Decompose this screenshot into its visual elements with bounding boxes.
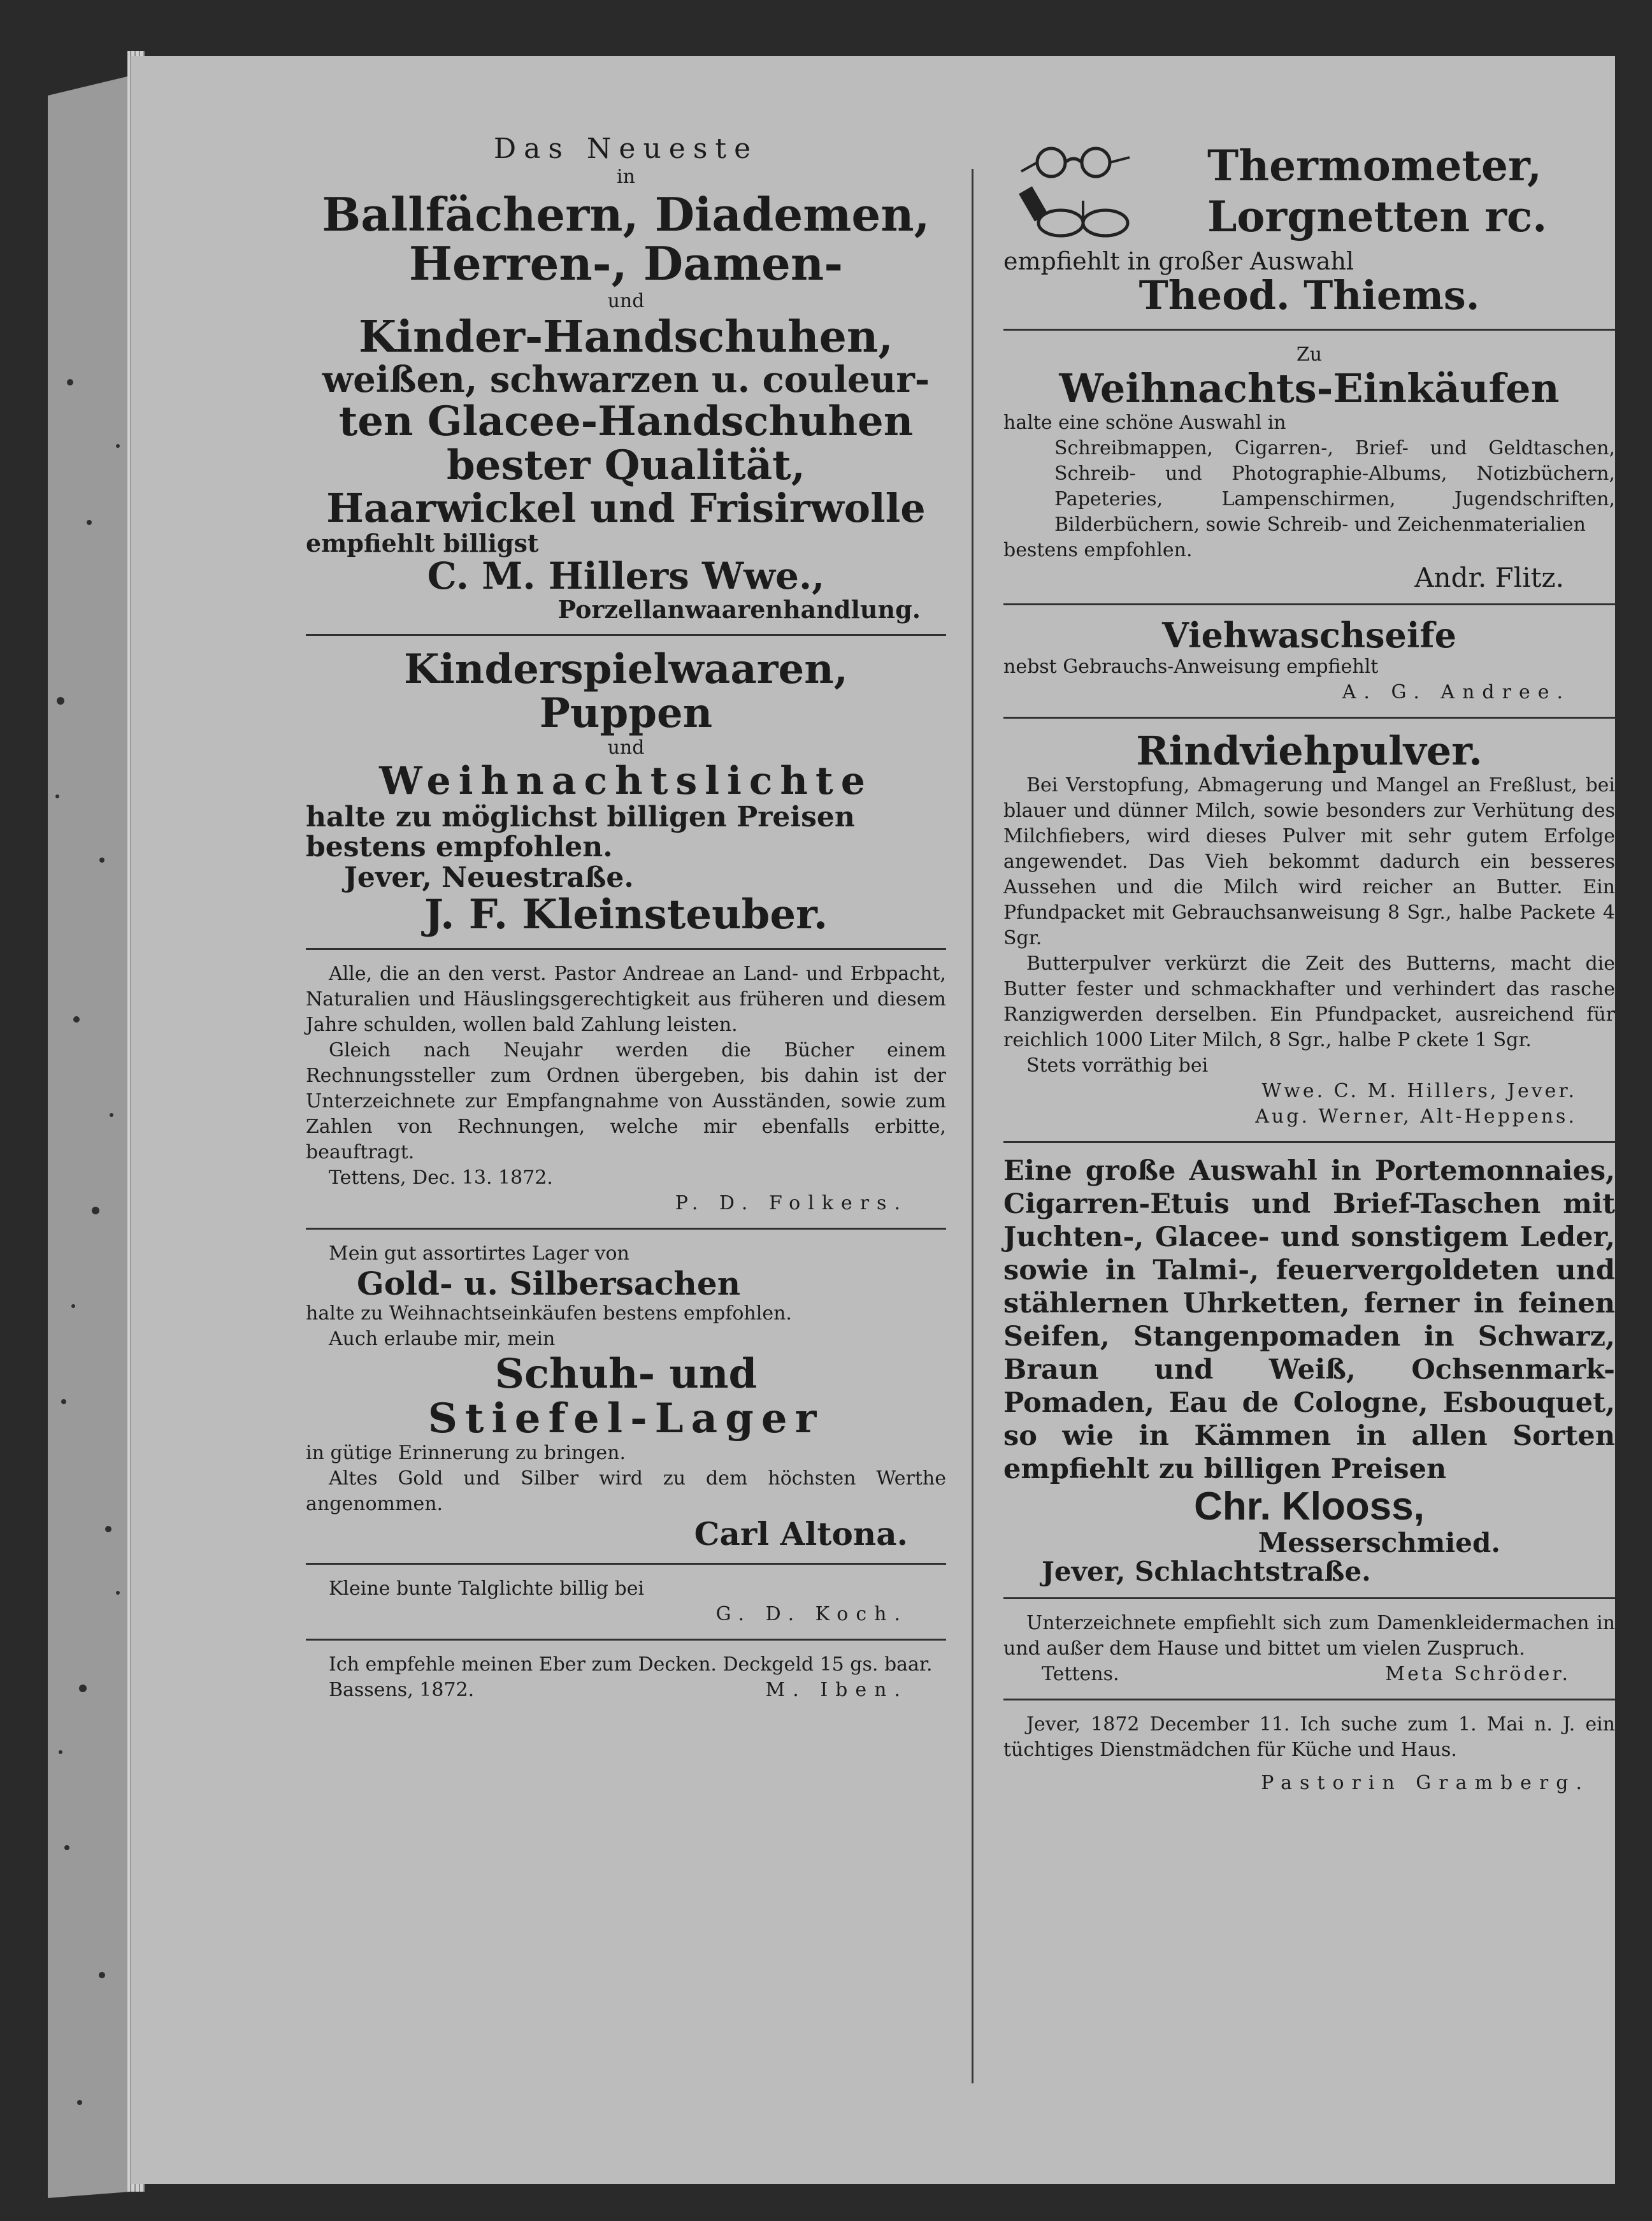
ad-line: Kleine bunte Talglichte billig bei	[329, 1577, 645, 1600]
ad-separator	[306, 948, 946, 950]
ad-separator	[1003, 717, 1615, 719]
ad-signature: G. D. Koch.	[715, 1602, 908, 1625]
ad-footer	[306, 1678, 946, 1703]
ad-separator	[306, 1228, 946, 1230]
ad-headline: bester Qualität,	[446, 442, 806, 490]
ad-signature: Chr. Klooss,	[1194, 1484, 1425, 1528]
ad-line: in gütige Erinnerung zu bringen.	[306, 1441, 626, 1464]
ad-headline: Schuh- und	[494, 1350, 758, 1398]
ad-signature: Carl Altona.	[694, 1514, 908, 1553]
ad-separator	[1003, 1597, 1615, 1599]
ad-line: Auch erlaube mir, mein	[329, 1328, 556, 1351]
ad-line: Zu	[1296, 343, 1323, 366]
ad-signature: M. Iben.	[765, 1678, 908, 1701]
ad-line: in	[617, 165, 635, 188]
ad-signature: J. F. Kleinsteuber.	[424, 891, 828, 939]
ad-paragraph: Altes Gold und Silber wird zu dem höchsten Werthe angenommen.	[306, 1467, 946, 1515]
ad-line: Porzellanwaarenhandlung.	[557, 594, 921, 624]
ad-line: empfiehlt billigst	[306, 529, 539, 558]
left-column	[306, 134, 946, 1703]
ad-headline: Viehwaschseife	[1162, 615, 1456, 656]
ad-iben	[306, 1652, 946, 1703]
ad-line: bestens empfohlen.	[1003, 538, 1193, 561]
ad-schroeder	[1003, 1611, 1615, 1687]
ad-paragraph: Gleich nach Neujahr werden die Bücher einem Rechnungssteller zum Ordnen übergeben, bis dahin ist der Unterzeichnete zur Empfangnahme von Ausständen, sowie zum Zahlen von Rechnungen, welche mir ebenfalls erbitte, beauftragt.	[306, 1039, 946, 1164]
right-column	[1003, 134, 1615, 1796]
ad-headline: Ballfächern, Diademen,	[322, 187, 930, 241]
ad-paragraph: Alle, die an den verst. Pastor Andreae an Land- und Erbpacht, Naturalien und Häuslingsgerechtigkeit aus früheren und diesem Jahre schulden, wollen bald Zahlung leisten.	[306, 963, 946, 1037]
ad-line: Das Neueste	[493, 133, 759, 165]
ad-headline: Kinderspielwaaren,	[403, 645, 849, 693]
ad-headline: Weihnachts-Einkäufen	[1059, 364, 1560, 412]
column-divider	[972, 169, 973, 2083]
ad-separator	[306, 1639, 946, 1641]
ad-viehwaschseife	[1003, 617, 1615, 705]
ad-headline: Lorgnetten rc.	[1207, 192, 1548, 241]
ad-altona	[306, 1241, 946, 1551]
ad-line: Jever, Schlachtstraße.	[1042, 1555, 1371, 1587]
ad-headline: Stiefel-Lager	[427, 1394, 824, 1442]
ad-paragraph: Eine große Auswahl in Portemonnaies, Cigarren-Etuis und Brief-Taschen mit Juchten-, Glacee- und sonstigem Leder, sowie in Talmi-, feuervergoldeten und stählernen Uhrketten, ferner in feinen Seifen, Stangenpomaden in Schwarz, Braun und Weiß, Ochsenmark-Pomaden, Eau de Cologne, Esbouquet, so wie in Kämmen in allen Sorten empfiehlt zu billigen Preisen	[1003, 1154, 1615, 1485]
ad-line: Mein gut assortirtes Lager von	[329, 1242, 629, 1265]
ad-headline: Kinder-Handschuhen,	[359, 312, 893, 363]
ad-headline: Herren-, Damen-	[408, 236, 844, 291]
ad-paragraph: Butterpulver verkürzt die Zeit des Butterns, macht die Butter fester und schmackhafter und verhindert das rasche Ranzigwerden derselben. Ein Pfundpacket, ausreichend für reichlich 1000 Liter Milch, 8 Sgr., halbe P ckete 1 Sgr.	[1003, 952, 1615, 1051]
ad-signature: Meta Schröder.	[1385, 1663, 1570, 1686]
ad-place-date: Tettens, Dec. 13. 1872.	[329, 1167, 553, 1190]
ad-paragraph: Bei Verstopfung, Abmagerung und Mangel an Freßlust, bei blauer und dünner Milch, sowie besonders zur Verhütung des Milchfiebers, wird dieses Pulver mit sehr gutem Erfolge angewendet. Das Vieh bekommt dadurch ein besseres Aussehen und die Milch wird reicher an Butter. Ein Pfundpacket mit Gebrauchsanweisung 8 Sgr., halbe Packete 4 Sgr.	[1003, 773, 1615, 949]
ad-line: halte zu Weihnachtseinkäufen bestens empfohlen.	[306, 1302, 792, 1325]
ad-line: und	[607, 737, 645, 759]
ad-headline: Gold- u. Silbersachen	[357, 1265, 741, 1303]
ad-place-date: Tettens.	[1042, 1663, 1119, 1686]
ad-signature: A. G. Andree.	[1342, 680, 1570, 703]
ad-line: halte eine schöne Auswahl in	[1003, 411, 1286, 434]
ad-andreae	[306, 961, 946, 1216]
ad-flitz	[1003, 342, 1615, 592]
ad-line: Messerschmied.	[1258, 1527, 1500, 1558]
ad-place-date: Bassens, 1872.	[329, 1678, 475, 1701]
ad-headline: Haarwickel und Frisirwolle	[326, 485, 926, 532]
ad-signature: P. D. Folkers.	[675, 1192, 908, 1215]
ad-line: empfiehlt in großer Auswahl	[1003, 247, 1354, 275]
ad-separator	[306, 634, 946, 636]
ad-signature: Theod. Thiems.	[1138, 272, 1480, 319]
ad-headline: Thermometer,	[1207, 141, 1542, 190]
ad-kinderspielwaaren	[306, 647, 946, 937]
ad-ballfaecher	[306, 134, 946, 622]
ad-footer	[1003, 1662, 1615, 1687]
ad-paragraph: Schreibmappen, Cigarren-, Brief- und Geldtaschen, Schreib- und Photographie-Albums, Notizbüchern, Papeteries, Lampenschirmen, Jugendschriften, Bilderbüchern, sowie Schreib- und Zeichenmaterialien	[1054, 436, 1615, 536]
ad-signature: C. M. Hillers Wwe.,	[427, 554, 825, 598]
ad-line: nebst Gebrauchs-Anweisung empfiehlt	[1003, 655, 1379, 678]
ad-line: und	[607, 290, 645, 313]
ad-paragraph: Ich empfehle meinen Eber zum Decken. Deckgeld 15 gs. baar.	[329, 1653, 933, 1676]
ad-headline: Puppen	[539, 689, 713, 737]
ad-separator	[306, 1563, 946, 1565]
ad-headline: ten Glacee-Handschuhen	[338, 397, 914, 445]
ad-signature: Wwe. C. M. Hillers, Jever.	[1261, 1079, 1577, 1102]
ad-headline: Rindviehpulver.	[1136, 727, 1483, 774]
lorgnette-icon	[1016, 143, 1137, 252]
ad-line: Jever, Neuestraße.	[344, 861, 634, 894]
ad-separator	[1003, 603, 1615, 605]
ad-separator	[1003, 329, 1615, 331]
ad-line: Stets vorräthig bei	[1026, 1054, 1209, 1077]
ad-header-row	[1003, 134, 1615, 248]
ad-rindviehpulver	[1003, 727, 1615, 1130]
ad-headline: Weihnachtslichte	[379, 759, 873, 803]
ad-thiems	[1003, 134, 1615, 317]
ad-koch	[306, 1576, 946, 1627]
ad-signature: Andr. Flitz.	[1414, 561, 1564, 593]
ad-headline: weißen, schwarzen u. couleur-	[322, 359, 930, 401]
ad-signature: Pastorin Gramberg.	[1261, 1772, 1590, 1795]
ad-line: halte zu möglichst billigen Preisen	[306, 800, 855, 833]
ad-signature: Aug. Werner, Alt-Heppens.	[1255, 1105, 1577, 1128]
ad-paragraph: Unterzeichnete empfiehlt sich zum Damenkleidermachen in und außer dem Hause und bittet um vielen Zuspruch.	[1003, 1612, 1615, 1660]
ad-gramberg	[1003, 1712, 1615, 1796]
ad-separator	[1003, 1699, 1615, 1700]
ad-separator	[1003, 1141, 1615, 1143]
ad-klooss	[1003, 1154, 1615, 1586]
ad-line: bestens empfohlen.	[306, 831, 613, 864]
ad-paragraph: Jever, 1872 December 11. Ich suche zum 1. Mai n. J. ein tüchtiges Dienstmädchen für Küche und Haus.	[1003, 1713, 1615, 1762]
